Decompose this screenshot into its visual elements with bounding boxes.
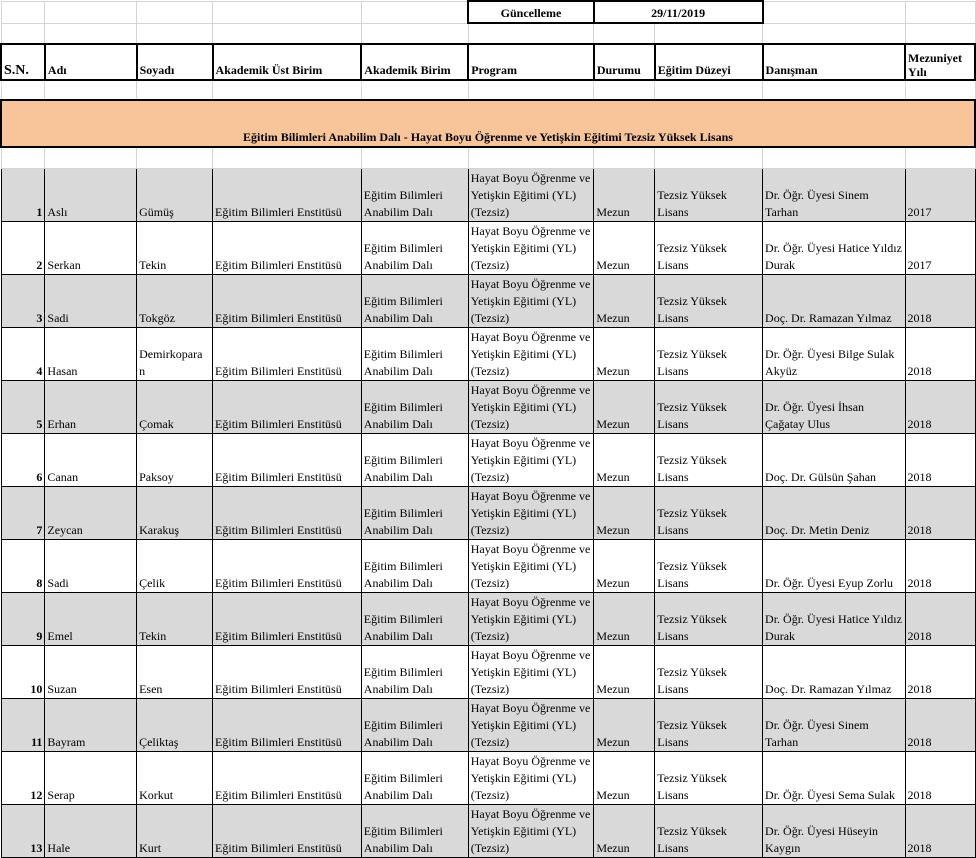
yil-cell[interactable]: 2018 bbox=[905, 486, 975, 539]
update-row bbox=[1, 1, 975, 23]
ad-cell[interactable]: Aslı bbox=[45, 168, 137, 221]
ad-cell[interactable]: Sadi bbox=[45, 539, 137, 592]
duzey-cell[interactable]: Tezsiz Yüksek Lisans bbox=[655, 380, 763, 433]
table-row bbox=[1, 645, 975, 698]
table-row bbox=[1, 698, 975, 751]
danisman-cell[interactable]: Doç. Dr. Ramazan Yılmaz bbox=[763, 645, 905, 698]
cell[interactable] bbox=[763, 147, 905, 168]
yil-cell[interactable]: 2018 bbox=[905, 592, 975, 645]
ust-birim-cell[interactable]: Eğitim Bilimleri Enstitüsü bbox=[213, 168, 362, 221]
birim-cell[interactable]: Eğitim Bilimleri Anabilim Dalı bbox=[361, 539, 468, 592]
ad-cell[interactable]: Serkan bbox=[45, 221, 137, 274]
yil-cell[interactable]: 2018 bbox=[905, 433, 975, 486]
col-soyad[interactable]: Soyadı bbox=[137, 44, 213, 80]
sn-cell[interactable]: 3 bbox=[1, 274, 45, 327]
program-cell[interactable]: Hayat Boyu Öğrenme ve Yetişkin Eğitimi (YL) (Tezsiz) bbox=[468, 698, 594, 751]
sn-cell[interactable]: 12 bbox=[1, 751, 45, 804]
sn-cell[interactable]: 4 bbox=[1, 327, 45, 380]
yil-cell[interactable]: 2018 bbox=[905, 698, 975, 751]
durum-cell[interactable]: Mezun bbox=[594, 327, 655, 380]
ust-birim-cell[interactable]: Eğitim Bilimleri Enstitüsü bbox=[213, 804, 362, 857]
sn-cell[interactable]: 8 bbox=[1, 539, 45, 592]
danisman-cell[interactable]: Doç. Dr. Metin Deniz bbox=[763, 486, 905, 539]
soyad-cell[interactable]: Paksoy bbox=[137, 433, 213, 486]
cell[interactable] bbox=[137, 1, 213, 23]
program-cell[interactable]: Hayat Boyu Öğrenme ve Yetişkin Eğitimi (YL) (Tezsiz) bbox=[468, 539, 594, 592]
birim-cell[interactable]: Eğitim Bilimleri Anabilim Dalı bbox=[361, 698, 468, 751]
yil-cell[interactable]: 2017 bbox=[905, 168, 975, 221]
program-cell[interactable]: Hayat Boyu Öğrenme ve Yetişkin Eğitimi (YL) (Tezsiz) bbox=[468, 168, 594, 221]
durum-cell[interactable]: Mezun bbox=[594, 804, 655, 857]
birim-cell[interactable]: Eğitim Bilimleri Anabilim Dalı bbox=[361, 592, 468, 645]
program-cell[interactable]: Hayat Boyu Öğrenme ve Yetişkin Eğitimi (YL) (Tezsiz) bbox=[468, 592, 594, 645]
duzey-cell[interactable]: Tezsiz Yüksek Lisans bbox=[655, 592, 763, 645]
cell[interactable] bbox=[905, 1, 975, 23]
birim-cell[interactable]: Eğitim Bilimleri Anabilim Dalı bbox=[361, 380, 468, 433]
cell[interactable] bbox=[594, 23, 655, 44]
sn-cell[interactable]: 13 bbox=[1, 804, 45, 857]
cell[interactable] bbox=[905, 80, 975, 100]
cell[interactable] bbox=[655, 23, 763, 44]
duzey-cell[interactable]: Tezsiz Yüksek Lisans bbox=[655, 486, 763, 539]
danisman-cell[interactable]: Dr. Öğr. Üyesi Sinem Tarhan bbox=[763, 698, 905, 751]
danisman-cell[interactable]: Doç. Dr. Gülsün Şahan bbox=[763, 433, 905, 486]
program-cell[interactable]: Hayat Boyu Öğrenme ve Yetişkin Eğitimi (YL) (Tezsiz) bbox=[468, 221, 594, 274]
danisman-cell[interactable]: Dr. Öğr. Üyesi Sema Sulak bbox=[763, 751, 905, 804]
program-cell[interactable]: Hayat Boyu Öğrenme ve Yetişkin Eğitimi (YL) (Tezsiz) bbox=[468, 380, 594, 433]
ust-birim-cell[interactable]: Eğitim Bilimleri Enstitüsü bbox=[213, 592, 362, 645]
yil-cell[interactable]: 2018 bbox=[905, 751, 975, 804]
durum-cell[interactable]: Mezun bbox=[594, 539, 655, 592]
cell[interactable] bbox=[905, 23, 975, 44]
ust-birim-cell[interactable]: Eğitim Bilimleri Enstitüsü bbox=[213, 433, 362, 486]
cell[interactable] bbox=[45, 1, 137, 23]
birim-cell[interactable]: Eğitim Bilimleri Anabilim Dalı bbox=[361, 433, 468, 486]
yil-cell[interactable]: 2018 bbox=[905, 274, 975, 327]
sn-cell[interactable]: 10 bbox=[1, 645, 45, 698]
cell[interactable] bbox=[45, 23, 137, 44]
danisman-cell[interactable]: Dr. Öğr. Üyesi Sinem Tarhan bbox=[763, 168, 905, 221]
cell[interactable] bbox=[213, 147, 362, 168]
cell[interactable] bbox=[763, 23, 905, 44]
cell[interactable] bbox=[468, 147, 594, 168]
birim-cell[interactable]: Eğitim Bilimleri Anabilim Dalı bbox=[361, 221, 468, 274]
durum-cell[interactable]: Mezun bbox=[594, 433, 655, 486]
soyad-cell[interactable]: Çelik bbox=[137, 539, 213, 592]
cell[interactable] bbox=[655, 80, 763, 100]
birim-cell[interactable]: Eğitim Bilimleri Anabilim Dalı bbox=[361, 804, 468, 857]
soyad-cell[interactable]: Gümüş bbox=[137, 168, 213, 221]
duzey-cell[interactable]: Tezsiz Yüksek Lisans bbox=[655, 751, 763, 804]
soyad-cell[interactable]: Korkut bbox=[137, 751, 213, 804]
soyad-cell[interactable]: Tekin bbox=[137, 221, 213, 274]
update-date[interactable]: 29/11/2019 bbox=[594, 1, 763, 23]
duzey-cell[interactable]: Tezsiz Yüksek Lisans bbox=[655, 539, 763, 592]
cell[interactable] bbox=[213, 80, 362, 100]
table-row bbox=[1, 274, 975, 327]
cell[interactable] bbox=[763, 80, 905, 100]
duzey-cell[interactable]: Tezsiz Yüksek Lisans bbox=[655, 433, 763, 486]
program-cell[interactable]: Hayat Boyu Öğrenme ve Yetişkin Eğitimi (YL) (Tezsiz) bbox=[468, 486, 594, 539]
durum-cell[interactable]: Mezun bbox=[594, 751, 655, 804]
birim-cell[interactable]: Eğitim Bilimleri Anabilim Dalı bbox=[361, 327, 468, 380]
ad-cell[interactable]: Serap bbox=[45, 751, 137, 804]
soyad-cell[interactable]: Tekin bbox=[137, 592, 213, 645]
cell[interactable] bbox=[1, 80, 45, 100]
ad-cell[interactable]: Sadi bbox=[45, 274, 137, 327]
col-danisman[interactable]: Danışman bbox=[763, 44, 905, 80]
danisman-cell[interactable]: Dr. Öğr. Üyesi İhsan Çağatay Ulus bbox=[763, 380, 905, 433]
cell[interactable] bbox=[45, 80, 137, 100]
ust-birim-cell[interactable]: Eğitim Bilimleri Enstitüsü bbox=[213, 698, 362, 751]
cell[interactable] bbox=[468, 23, 594, 44]
cell[interactable] bbox=[655, 147, 763, 168]
ad-cell[interactable]: Suzan bbox=[45, 645, 137, 698]
soyad-cell[interactable]: Çomak bbox=[137, 380, 213, 433]
duzey-cell[interactable]: Tezsiz Yüksek Lisans bbox=[655, 221, 763, 274]
cell[interactable] bbox=[361, 23, 468, 44]
col-durum[interactable]: Durumu bbox=[594, 44, 655, 80]
ad-cell[interactable]: Erhan bbox=[45, 380, 137, 433]
cell[interactable] bbox=[213, 1, 362, 23]
program-cell[interactable]: Hayat Boyu Öğrenme ve Yetişkin Eğitimi (YL) (Tezsiz) bbox=[468, 433, 594, 486]
sn-cell[interactable]: 2 bbox=[1, 221, 45, 274]
blank-row bbox=[1, 80, 975, 100]
yil-cell[interactable]: 2018 bbox=[905, 804, 975, 857]
table-row bbox=[1, 751, 975, 804]
table-row bbox=[1, 539, 975, 592]
header-row bbox=[1, 44, 975, 80]
soyad-cell[interactable]: Kurt bbox=[137, 804, 213, 857]
spacer-row bbox=[1, 23, 975, 44]
section-title[interactable]: Eğitim Bilimleri Anabilim Dalı - Hayat Boyu Öğrenme ve Yetişkin Eğitimi Tezsiz Yüksek Lisans bbox=[1, 100, 975, 147]
cell[interactable] bbox=[1, 147, 45, 168]
danisman-cell[interactable]: Dr. Öğr. Üyesi Hatice Yıldız Durak bbox=[763, 221, 905, 274]
cell[interactable] bbox=[45, 147, 137, 168]
soyad-cell[interactable]: Karakuş bbox=[137, 486, 213, 539]
durum-cell[interactable]: Mezun bbox=[594, 645, 655, 698]
ad-cell[interactable]: Canan bbox=[45, 433, 137, 486]
col-birim[interactable]: Akademik Birim bbox=[361, 44, 468, 80]
ust-birim-cell[interactable]: Eğitim Bilimleri Enstitüsü bbox=[213, 486, 362, 539]
program-cell[interactable]: Hayat Boyu Öğrenme ve Yetişkin Eğitimi (YL) (Tezsiz) bbox=[468, 274, 594, 327]
table-row bbox=[1, 221, 975, 274]
table-row bbox=[1, 380, 975, 433]
sn-cell[interactable]: 9 bbox=[1, 592, 45, 645]
cell[interactable] bbox=[213, 23, 362, 44]
ad-cell[interactable]: Hasan bbox=[45, 327, 137, 380]
table-row bbox=[1, 168, 975, 221]
ust-birim-cell[interactable]: Eğitim Bilimleri Enstitüsü bbox=[213, 751, 362, 804]
durum-cell[interactable]: Mezun bbox=[594, 168, 655, 221]
col-ad[interactable]: Adı bbox=[45, 44, 137, 80]
ust-birim-cell[interactable]: Eğitim Bilimleri Enstitüsü bbox=[213, 327, 362, 380]
update-label[interactable]: Güncelleme bbox=[468, 1, 594, 23]
ad-cell[interactable]: Hale bbox=[45, 804, 137, 857]
duzey-cell[interactable]: Tezsiz Yüksek Lisans bbox=[655, 274, 763, 327]
program-cell[interactable]: Hayat Boyu Öğrenme ve Yetişkin Eğitimi (YL) (Tezsiz) bbox=[468, 645, 594, 698]
soyad-cell[interactable]: Tokgöz bbox=[137, 274, 213, 327]
ust-birim-cell[interactable]: Eğitim Bilimleri Enstitüsü bbox=[213, 274, 362, 327]
duzey-cell[interactable]: Tezsiz Yüksek Lisans bbox=[655, 327, 763, 380]
col-ust-birim[interactable]: Akademik Üst Birim bbox=[213, 44, 362, 80]
col-yil[interactable]: Mezuniyet Yılı bbox=[905, 44, 975, 80]
cell[interactable] bbox=[137, 80, 213, 100]
sn-cell[interactable]: 7 bbox=[1, 486, 45, 539]
program-cell[interactable]: Hayat Boyu Öğrenme ve Yetişkin Eğitimi (YL) (Tezsiz) bbox=[468, 327, 594, 380]
yil-cell[interactable]: 2017 bbox=[905, 221, 975, 274]
cell[interactable] bbox=[137, 23, 213, 44]
soyad-cell[interactable]: Esen bbox=[137, 645, 213, 698]
ust-birim-cell[interactable]: Eğitim Bilimleri Enstitüsü bbox=[213, 221, 362, 274]
durum-cell[interactable]: Mezun bbox=[594, 486, 655, 539]
birim-cell[interactable]: Eğitim Bilimleri Anabilim Dalı bbox=[361, 168, 468, 221]
table-row bbox=[1, 486, 975, 539]
cell[interactable] bbox=[594, 147, 655, 168]
birim-cell[interactable]: Eğitim Bilimleri Anabilim Dalı bbox=[361, 274, 468, 327]
durum-cell[interactable]: Mezun bbox=[594, 592, 655, 645]
duzey-cell[interactable]: Tezsiz Yüksek Lisans bbox=[655, 645, 763, 698]
danisman-cell[interactable]: Dr. Öğr. Üyesi Hüseyin Kaygın bbox=[763, 804, 905, 857]
program-cell[interactable]: Hayat Boyu Öğrenme ve Yetişkin Eğitimi (YL) (Tezsiz) bbox=[468, 804, 594, 857]
cell[interactable] bbox=[1, 23, 45, 44]
sn-cell[interactable]: 6 bbox=[1, 433, 45, 486]
yil-cell[interactable]: 2018 bbox=[905, 380, 975, 433]
birim-cell[interactable]: Eğitim Bilimleri Anabilim Dalı bbox=[361, 751, 468, 804]
ust-birim-cell[interactable]: Eğitim Bilimleri Enstitüsü bbox=[213, 539, 362, 592]
duzey-cell[interactable]: Tezsiz Yüksek Lisans bbox=[655, 168, 763, 221]
durum-cell[interactable]: Mezun bbox=[594, 274, 655, 327]
cell[interactable] bbox=[594, 80, 655, 100]
cell[interactable] bbox=[361, 147, 468, 168]
birim-cell[interactable]: Eğitim Bilimleri Anabilim Dalı bbox=[361, 645, 468, 698]
durum-cell[interactable]: Mezun bbox=[594, 698, 655, 751]
cell[interactable] bbox=[763, 1, 905, 23]
cell[interactable] bbox=[137, 147, 213, 168]
durum-cell[interactable]: Mezun bbox=[594, 221, 655, 274]
durum-cell[interactable]: Mezun bbox=[594, 380, 655, 433]
table-row bbox=[1, 592, 975, 645]
table-row bbox=[1, 327, 975, 380]
col-sn[interactable]: S.N. bbox=[1, 44, 45, 80]
cell[interactable] bbox=[1, 1, 45, 23]
danisman-cell[interactable]: Dr. Öğr. Üyesi Hatice Yıldız Durak bbox=[763, 592, 905, 645]
program-cell[interactable]: Hayat Boyu Öğrenme ve Yetişkin Eğitimi (YL) (Tezsiz) bbox=[468, 751, 594, 804]
danisman-cell[interactable]: Dr. Öğr. Üyesi Bilge Sulak Akyüz bbox=[763, 327, 905, 380]
col-program[interactable]: Program bbox=[468, 44, 594, 80]
table-row bbox=[1, 433, 975, 486]
danisman-cell[interactable]: Dr. Öğr. Üyesi Eyup Zorlu bbox=[763, 539, 905, 592]
cell[interactable] bbox=[361, 1, 468, 23]
ad-cell[interactable]: Emel bbox=[45, 592, 137, 645]
soyad-cell[interactable]: Demirkopara n bbox=[137, 327, 213, 380]
ust-birim-cell[interactable]: Eğitim Bilimleri Enstitüsü bbox=[213, 380, 362, 433]
danisman-cell[interactable]: Doç. Dr. Ramazan Yılmaz bbox=[763, 274, 905, 327]
table-row bbox=[1, 804, 975, 857]
yil-cell[interactable]: 2018 bbox=[905, 539, 975, 592]
duzey-cell[interactable]: Tezsiz Yüksek Lisans bbox=[655, 804, 763, 857]
col-duzey[interactable]: Eğitim Düzeyi bbox=[655, 44, 763, 80]
ad-cell[interactable]: Bayram bbox=[45, 698, 137, 751]
duzey-cell[interactable]: Tezsiz Yüksek Lisans bbox=[655, 698, 763, 751]
cell[interactable] bbox=[468, 80, 594, 100]
blank-row bbox=[1, 147, 975, 168]
sn-cell[interactable]: 11 bbox=[1, 698, 45, 751]
sn-cell[interactable]: 1 bbox=[1, 168, 45, 221]
soyad-cell[interactable]: Çeliktaş bbox=[137, 698, 213, 751]
yil-cell[interactable]: 2018 bbox=[905, 327, 975, 380]
cell[interactable] bbox=[905, 147, 975, 168]
birim-cell[interactable]: Eğitim Bilimleri Anabilim Dalı bbox=[361, 486, 468, 539]
ad-cell[interactable]: Zeycan bbox=[45, 486, 137, 539]
sn-cell[interactable]: 5 bbox=[1, 380, 45, 433]
ust-birim-cell[interactable]: Eğitim Bilimleri Enstitüsü bbox=[213, 645, 362, 698]
section-row bbox=[1, 100, 975, 147]
cell[interactable] bbox=[361, 80, 468, 100]
yil-cell[interactable]: 2018 bbox=[905, 645, 975, 698]
